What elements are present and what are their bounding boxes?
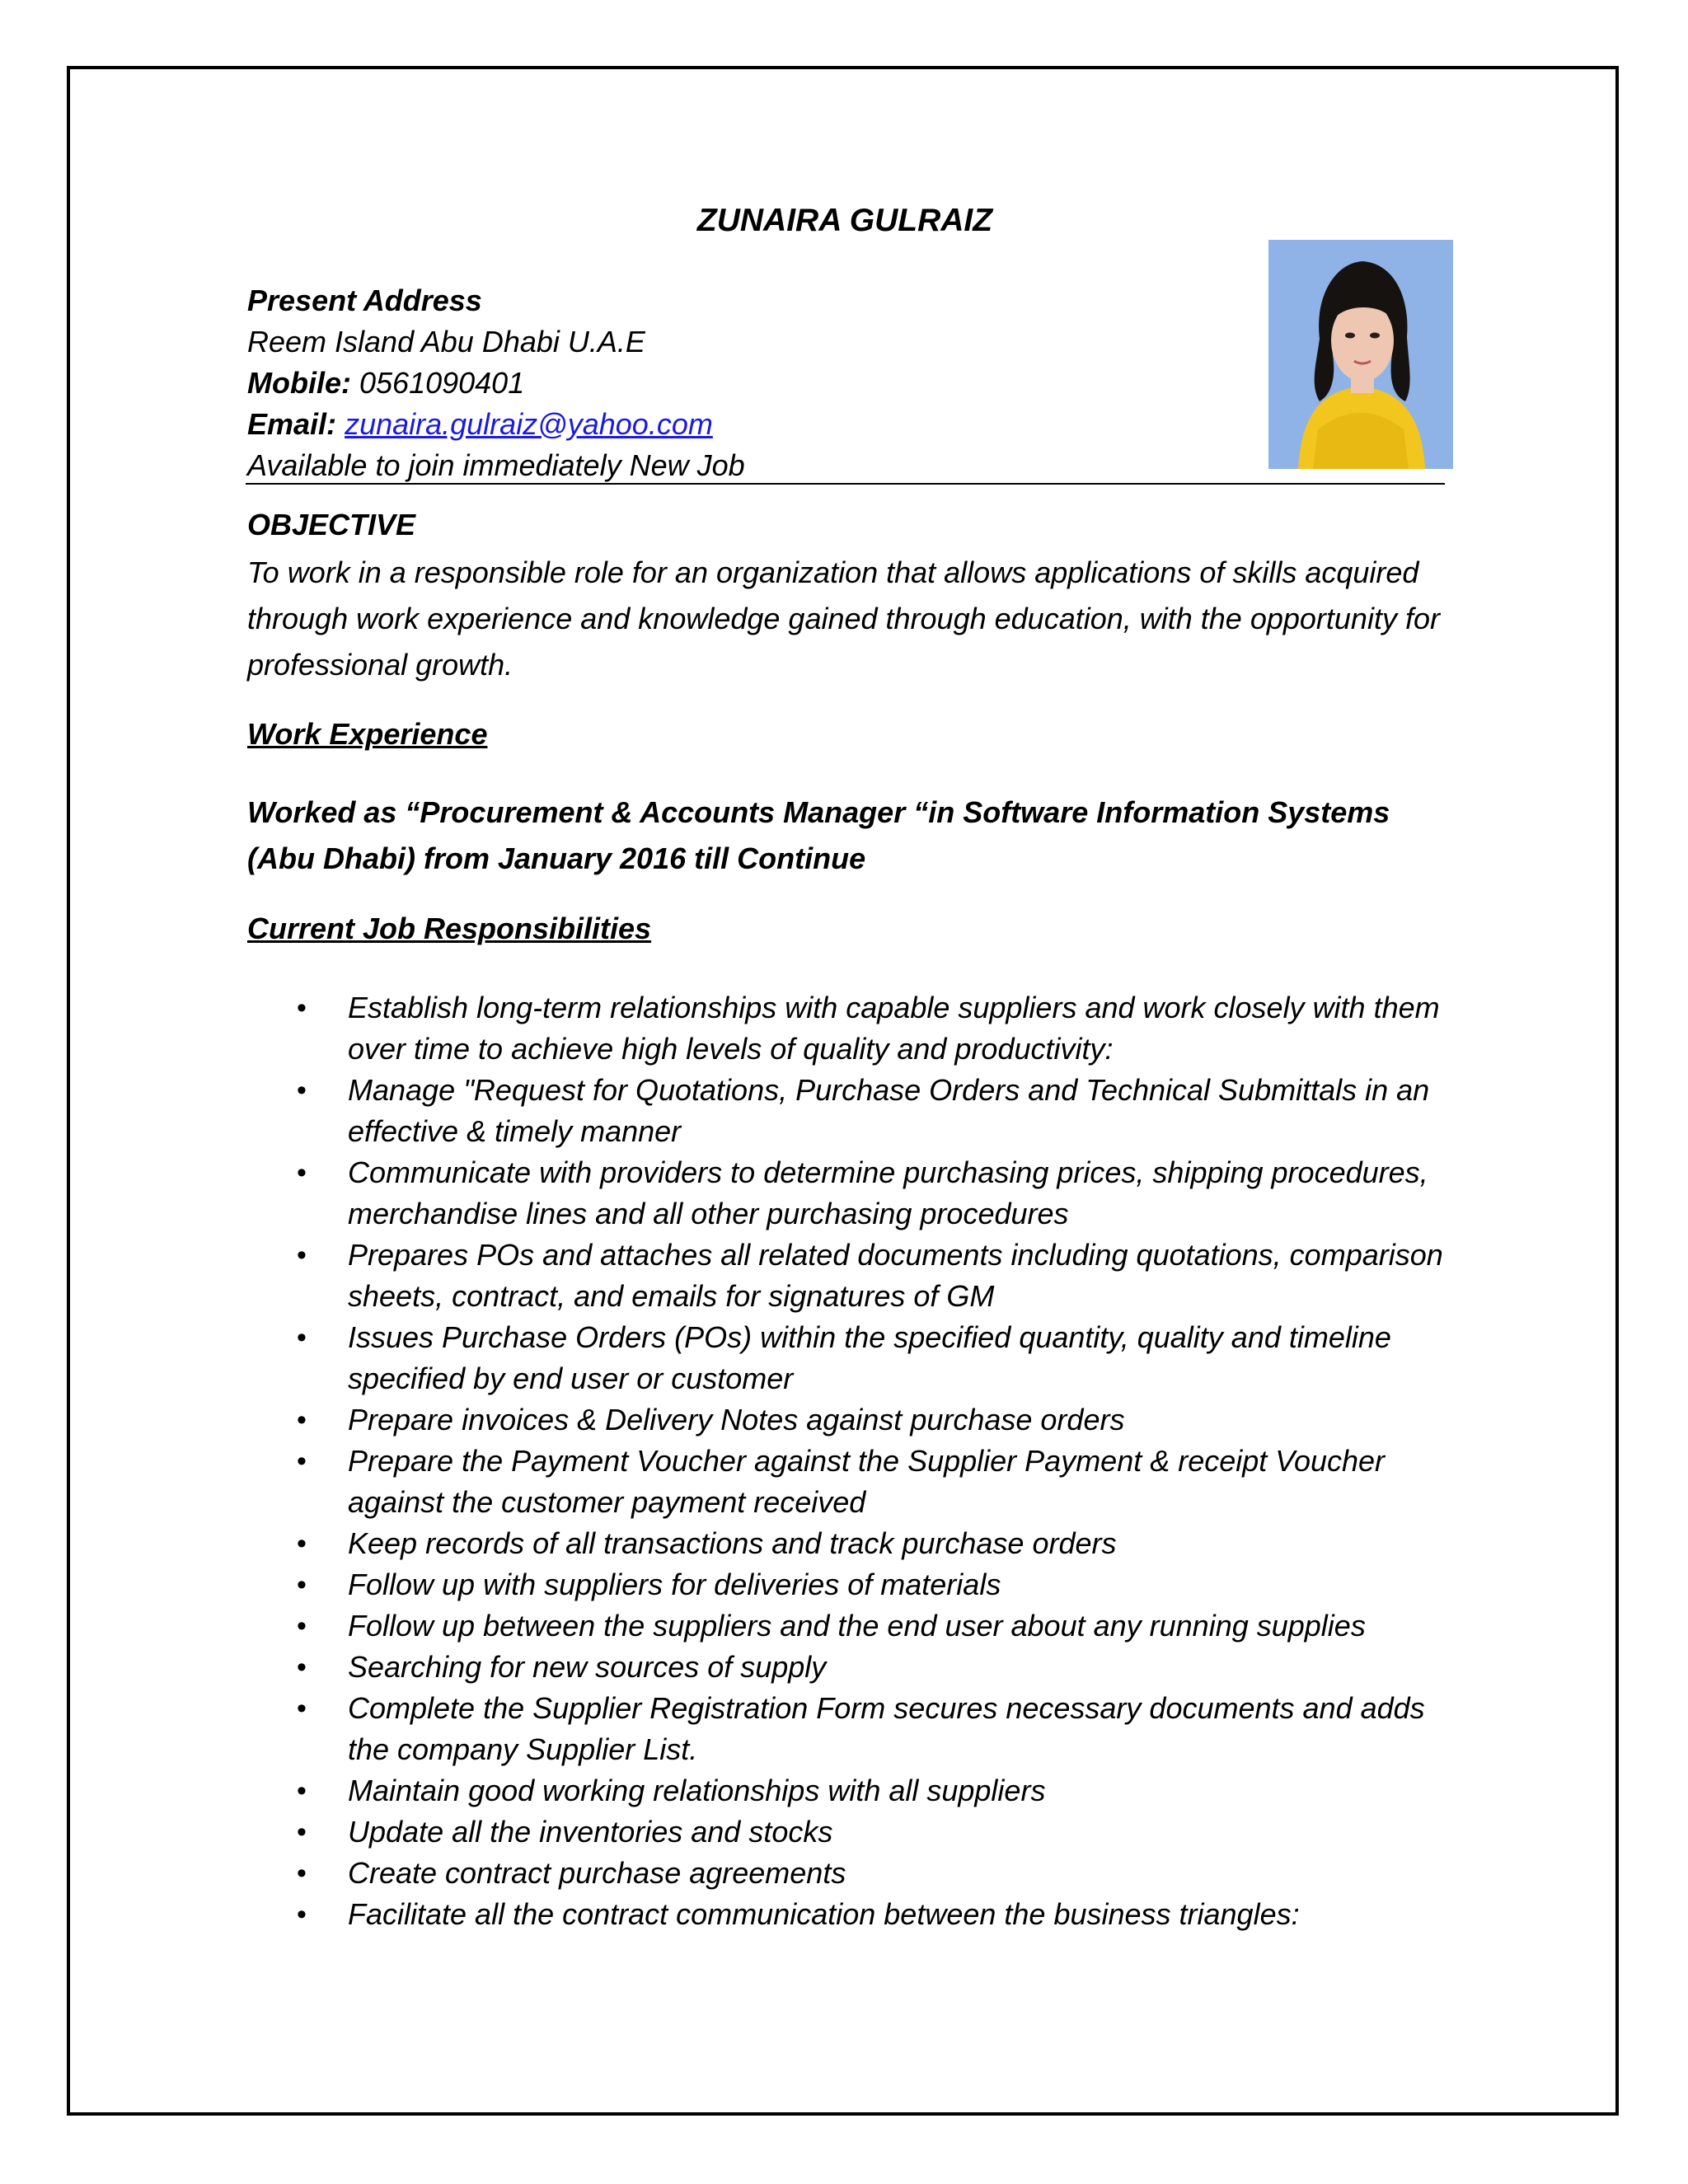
objective-heading: OBJECTIVE [247,508,416,541]
list-item: • Create contract purchase agreements [247,1853,1451,1894]
email-link[interactable]: zunaira.gulraiz@yahoo.com [345,407,713,441]
list-item: • Establish long-term relationships with capable suppliers and work closely with them over time to achieve high levels of quality and productivity: [247,987,1451,1070]
list-item: • Update all the inventories and stocks [247,1811,1451,1853]
list-item: • Prepares POs and attaches all related documents including quotations, comparison sheets, contract, and emails for signatures of GM [247,1235,1451,1317]
responsibilities-heading: Current Job Responsibilities [247,912,652,945]
contact-block [247,280,745,486]
profile-photo [1268,240,1453,469]
email-line [247,404,745,445]
mobile-number: 0561090401 [359,366,525,400]
responsibilities-list [247,987,1451,1935]
list-item: • Communicate with providers to determine purchasing prices, shipping procedures, merchandise lines and all other purchasing procedures [247,1152,1451,1235]
mobile-line [247,363,745,404]
availability-text: Available to join immediately New Job [247,448,745,482]
job-title-line: Worked as “Procurement & Accounts Manager “in Software Information Systems (Abu Dhabi) from January 2016 till Continue [247,795,1390,875]
header-divider [246,483,1445,485]
list-item: • Prepare the Payment Voucher against the Supplier Payment & receipt Voucher against the customer payment received [247,1441,1451,1523]
list-item: • Follow up with suppliers for deliveries of materials [247,1564,1451,1605]
list-item: • Keep records of all transactions and track purchase orders [247,1523,1451,1564]
list-item: • Follow up between the suppliers and the end user about any running supplies [247,1605,1451,1647]
list-item: • Facilitate all the contract communication between the business triangles: [247,1894,1451,1935]
portrait-image [1268,240,1453,469]
present-address-label: Present Address [247,284,482,317]
objective-text: To work in a responsible role for an organization that allows applications of skills acquired through work experience and knowledge gained through education, with the opportunity for professional growth. [247,555,1440,682]
address-text: Reem Island Abu Dhabi U.A.E [247,325,645,359]
list-item: • Complete the Supplier Registration Form secures necessary documents and adds the company Supplier List. [247,1688,1451,1770]
list-item: • Manage "Request for Quotations, Purchase Orders and Technical Submittals in an effective & timely manner [247,1070,1451,1152]
email-label: Email: [247,407,337,441]
list-item: • Issues Purchase Orders (POs) within the specified quantity, quality and timeline specified by end user or customer [247,1317,1451,1399]
candidate-name: ZUNAIRA GULRAIZ [696,203,993,238]
list-item: • Prepare invoices & Delivery Notes against purchase orders [247,1399,1451,1441]
list-item: • Searching for new sources of supply [247,1647,1451,1688]
mobile-label: Mobile: [247,366,351,400]
list-item: • Maintain good working relationships with all suppliers [247,1770,1451,1811]
work-experience-heading: Work Experience [247,717,488,751]
